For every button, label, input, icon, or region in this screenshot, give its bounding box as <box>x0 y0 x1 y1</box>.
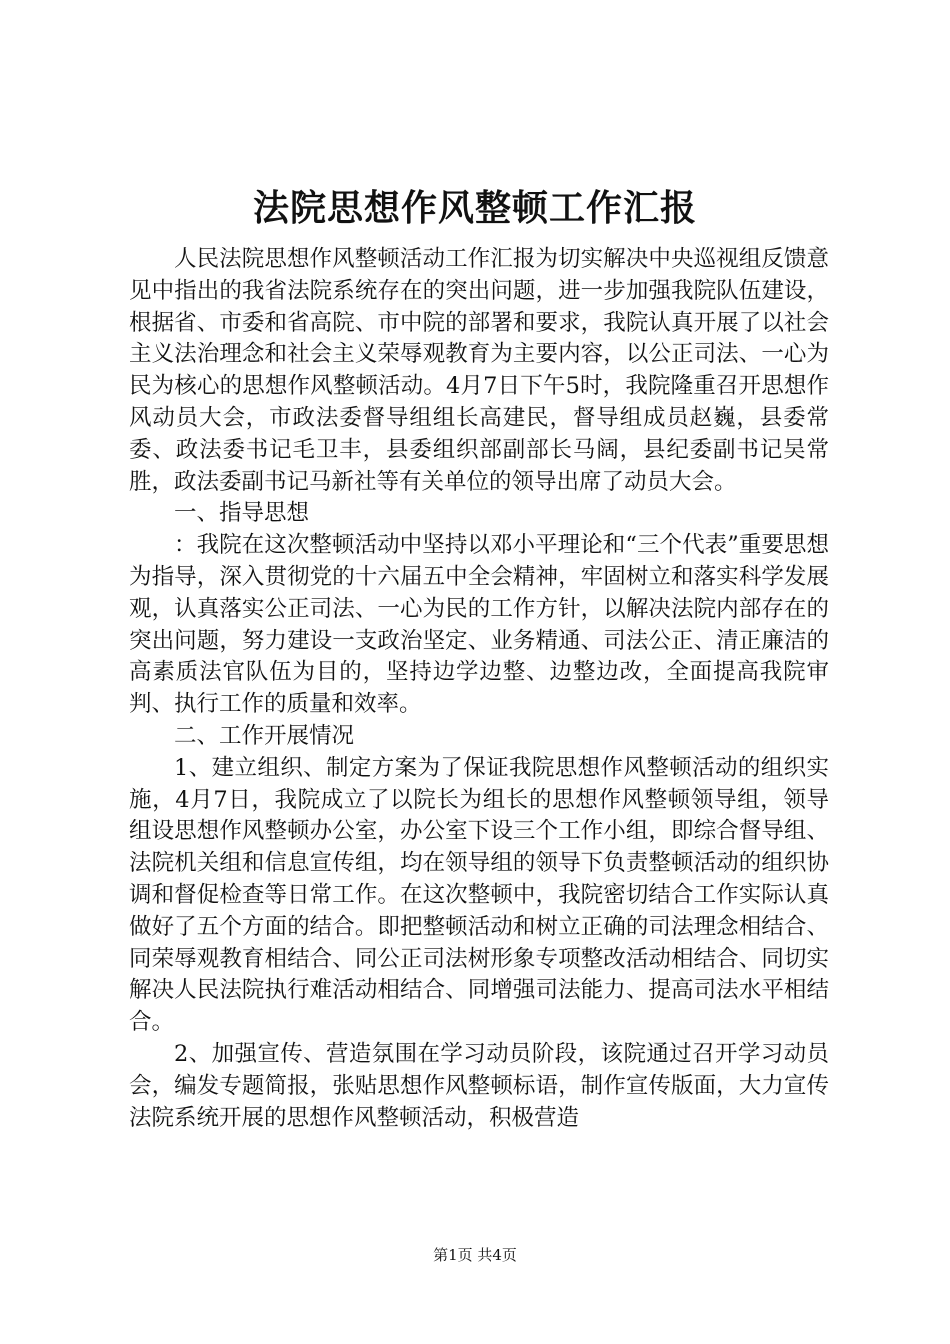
paragraph-organization: 1、建立组织、制定方案为了保证我院思想作风整顿活动的组织实施，4月7日，我院成立了以院长为组长的思想作风整顿领导组，领导组设思想作风整顿办公室，办公室下设三个工作小组，即综合督导组、法院机关组和信息宣传组，均在领导组的领导下负责整顿活动的组织协调和督促检查等日常工作。在这次整顿中，我院密切结合工作实际认真做好了五个方面的结合。即把整顿活动和树立正确的司法理念相结合、同荣辱观教育相结合、同公正司法树形象专项整改活动相结合、同切实解决人民法院执行难活动相结合、同增强司法能力、提高司法水平相结合。 <box>129 754 829 1036</box>
page-number-footer: 第1页 共4页 <box>433 1246 517 1264</box>
heading-guiding-thought: 一、指导思想 <box>174 500 310 527</box>
paragraph-guiding-thought: ：我院在这次整顿活动中坚持以邓小平理论和“三个代表”重要思想为指导，深入贯彻党的十六届五中全会精神，牢固树立和落实科学发展观，认真落实公正司法、一心为民的工作方针，以解决法院内部存在的突出问题，努力建设一支政治坚定、业务精通、司法公正、清正廉洁的高素质法官队伍为目的，坚持边学边整、边整边改，全面提高我院审判、执行工作的质量和效率。 <box>129 532 829 718</box>
paragraph-publicity: 2、加强宣传、营造氛围在学习动员阶段，该院通过召开学习动员会，编发专题简报，张贴思想作风整顿标语，制作宣传版面，大力宣传法院系统开展的思想作风整顿活动，积极营造 <box>129 1040 829 1131</box>
paragraph-intro: 人民法院思想作风整顿活动工作汇报为切实解决中央巡视组反馈意见中指出的我省法院系统存在的突出问题，进一步加强我院队伍建设，根据省、市委和省高院、市中院的部署和要求，我院认真开展了以社会主义法治理念和社会主义荣辱观教育为主要内容，以公正司法、一心为民为核心的思想作风整顿活动。4月7日下午5时，我院隆重召开思想作风动员大会，市政法委督导组组长高建民，督导组成员赵巍，县委常委、政法委书记毛卫丰，县委组织部副部长马阔，县纪委副书记吴常胜，政法委副书记马新社等有关单位的领导出席了动员大会。 <box>129 246 829 495</box>
heading-work-progress: 二、工作开展情况 <box>174 722 355 749</box>
document-title: 法院思想作风整顿工作汇报 <box>252 187 697 229</box>
document-body <box>129 244 829 1134</box>
